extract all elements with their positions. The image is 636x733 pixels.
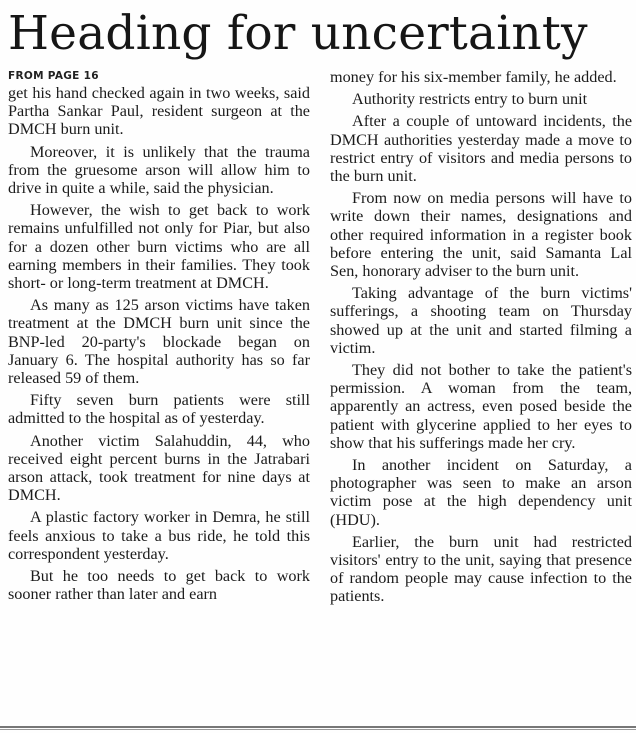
article-paragraph: Earlier, the burn unit had restricted visitors' entry to the unit, saying that presence of random people may cause infection to the patients. (330, 532, 632, 606)
bottom-divider (0, 726, 636, 730)
continuation-kicker: FROM PAGE 16 (8, 70, 99, 82)
article-paragraph: From now on media persons will have to write down their names, designations and other required information in a register book before entering the unit, said Samanta Lal Sen, honorary adviser to the burn unit. (330, 189, 632, 281)
article-paragraph: Another victim Salahuddin, 44, who received eight percent burns in the Jatrabari arson attack, took treatment for nine days at DMCH. (8, 431, 310, 505)
article-paragraph: They did not bother to take the patient's permission. A woman from the team, apparently an actress, even posed beside the patient with glycerine applied to her eyes to show that his sufferings made her cry. (330, 361, 632, 452)
article-column-right (330, 68, 632, 610)
section-subheading: Authority restricts entry to burn unit (352, 90, 588, 109)
article-paragraph: A plastic factory worker in Demra, he still feels anxious to take a bus ride, he told this correspondent yesterday. (8, 508, 310, 563)
headline: Heading for uncertainty (8, 6, 588, 61)
article-paragraph: However, the wish to get back to work remains unfulfilled not only for Piar, but also for a dozen other burn victims who are all earning members in their families. They took short- or long-term treatment at DMCH. (8, 201, 310, 293)
article-paragraph: In another incident on Saturday, a photographer was seen to make an arson victim pose at the high dependency unit (HDU). (330, 456, 632, 529)
article-column-left (8, 68, 310, 607)
article-paragraph: After a couple of untoward incidents, the DMCH authorities yesterday made a move to restrict entry of visitors and media persons to the burn unit. (330, 112, 632, 186)
article-paragraph: money for his six-member family, he added. (330, 68, 617, 86)
article-paragraph: Taking advantage of the burn victims' sufferings, a shooting team on Thursday showed up at the unit and started filming a victim. (330, 284, 632, 357)
article-paragraph: get his hand checked again in two weeks, said Partha Sankar Paul, resident surgeon at the DMCH burn unit. (8, 84, 310, 139)
article-paragraph: Moreover, it is unlikely that the trauma from the gruesome arson will allow him to drive in quite a while, said the physician. (8, 142, 310, 198)
article-paragraph: Fifty seven burn patients were still admitted to the hospital as of yesterday. (8, 391, 310, 428)
article-paragraph: As many as 125 arson victims have taken treatment at the DMCH burn unit since the BNP-led 20-party's blockade began on January 6. The hospital authority has so far released 59 of them. (8, 296, 310, 388)
article-paragraph: But he too needs to get back to work sooner rather than later and earn (8, 567, 310, 604)
